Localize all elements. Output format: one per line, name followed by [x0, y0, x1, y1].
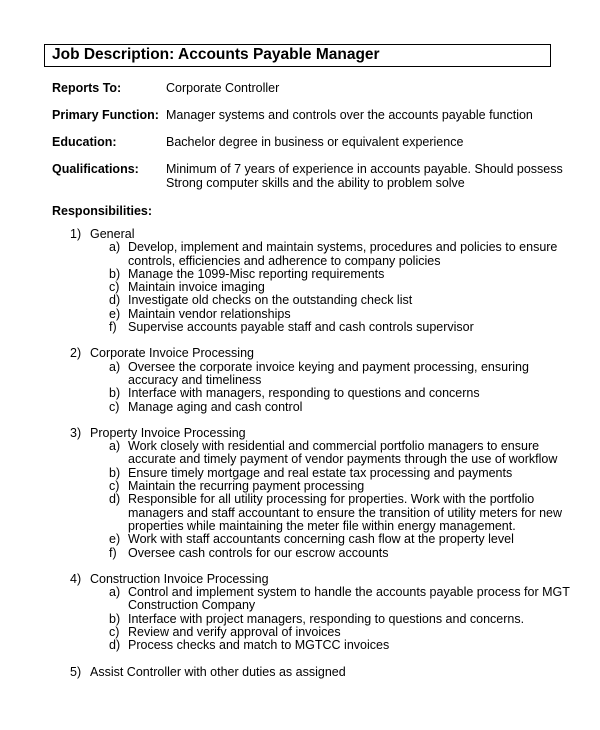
section [0, 573, 600, 653]
item-letter: b) [109, 266, 121, 281]
list-item [0, 361, 600, 388]
list-item [0, 533, 600, 546]
item-text-line: Process checks and match to MGTCC invoices [128, 638, 390, 653]
item-letter: a) [109, 585, 121, 600]
info-value-line: Strong computer skills and the ability to problem solve [166, 176, 465, 190]
info-value-line: Manager systems and controls over the accounts payable function [166, 108, 533, 122]
item-text-line: Interface with managers, responding to questions and concerns [128, 386, 480, 401]
list-item [0, 308, 600, 321]
section-number: 1) [70, 227, 82, 241]
info-value-line: Corporate Controller [166, 81, 280, 95]
section-title: General [90, 227, 135, 241]
section-heading [0, 347, 600, 360]
item-letter: a) [109, 240, 121, 255]
info-row [52, 162, 562, 190]
item-text-line: Ensure timely mortgage and real estate tax processing and payments [128, 465, 513, 480]
list-item [0, 547, 600, 560]
list-item [0, 586, 600, 613]
list-item [0, 493, 600, 533]
section [0, 228, 600, 334]
item-text-line: Investigate old checks on the outstanding check list [128, 293, 413, 308]
section-title: Construction Invoice Processing [90, 571, 269, 586]
info-value [166, 162, 562, 190]
section [0, 347, 600, 413]
responsibilities-list [0, 228, 600, 692]
item-text-line: Maintain the recurring payment processing [128, 479, 365, 494]
item-letter: c) [109, 625, 120, 640]
section-title: Corporate Invoice Processing [90, 346, 254, 361]
item-text-line: Work with staff accountants concerning cash flow at the property level [128, 532, 514, 547]
item-text-line: Oversee the corporate invoice keying and payment processing, ensuring [128, 359, 529, 374]
section [0, 427, 600, 560]
item-text-line: Manage the 1099-Misc reporting requirements [128, 266, 385, 281]
list-item [0, 387, 600, 400]
item-text-line: Construction Company [128, 598, 256, 613]
item-text-line: properties while maintaining the meter file within energy management. [128, 518, 516, 533]
list-item [0, 467, 600, 480]
section-heading [0, 427, 600, 440]
item-letter: a) [109, 359, 121, 374]
section-heading [0, 573, 600, 586]
item-text-line: Supervise accounts payable staff and cash controls supervisor [128, 320, 474, 335]
item-letter: b) [109, 386, 121, 401]
section-title: Property Invoice Processing [90, 425, 246, 440]
item-text-line: Control and implement system to handle the accounts payable process for MGT [128, 585, 570, 600]
list-item [0, 401, 600, 414]
item-letter: e) [109, 306, 121, 321]
item-letter: d) [109, 638, 121, 653]
item-letter: b) [109, 465, 121, 480]
item-text-line: Maintain vendor relationships [128, 306, 291, 321]
info-block [52, 81, 562, 203]
section-number: 4) [70, 571, 82, 586]
item-text-line: Maintain invoice imaging [128, 280, 265, 295]
info-value [166, 108, 562, 122]
list-item [0, 294, 600, 307]
item-text-line: Oversee cash controls for our escrow accounts [128, 545, 389, 560]
item-letter: d) [109, 492, 121, 507]
item-letter: f) [109, 320, 117, 335]
item-text-line: Review and verify approval of invoices [128, 625, 341, 640]
info-row [52, 81, 562, 95]
item-text-line: accurate and timely payment of vendor payments through the use of workflow [128, 452, 558, 467]
list-item [0, 440, 600, 467]
list-item [0, 480, 600, 493]
item-text-line: accuracy and timeliness [128, 372, 262, 387]
section [0, 666, 600, 679]
item-letter: d) [109, 293, 121, 308]
item-letter: c) [109, 479, 120, 494]
list-item [0, 321, 600, 334]
info-label: Reports To: [52, 81, 122, 95]
info-label: Education: [52, 135, 117, 149]
info-value-line: Bachelor degree in business or equivalent experience [166, 135, 464, 149]
info-label: Qualifications: [52, 162, 139, 176]
section-number: 2) [70, 346, 82, 361]
item-letter: c) [109, 280, 120, 295]
item-letter: c) [109, 399, 120, 414]
item-text-line: Responsible for all utility processing for properties. Work with the portfolio [128, 492, 535, 507]
list-item [0, 639, 600, 652]
list-item [0, 281, 600, 294]
info-row [52, 135, 562, 149]
section-heading [0, 228, 600, 241]
info-row [52, 108, 562, 122]
item-letter: b) [109, 611, 121, 626]
info-value [166, 135, 562, 149]
section-title: Assist Controller with other duties as assigned [90, 664, 346, 679]
responsibilities-heading: Responsibilities: [52, 204, 153, 218]
item-text-line: Manage aging and cash control [128, 399, 303, 414]
item-letter: e) [109, 532, 121, 547]
list-item [0, 268, 600, 281]
item-text-line: managers and staff accountant to ensure the transition of utility meters for new [128, 505, 563, 520]
document-title: Job Description: Accounts Payable Manager [52, 46, 380, 63]
title-box [44, 44, 551, 67]
list-item [0, 241, 600, 268]
item-text-line: Work closely with residential and commercial portfolio managers to ensure [128, 439, 540, 454]
section-heading [0, 666, 600, 679]
list-item [0, 613, 600, 626]
item-text-line: Interface with project managers, responding to questions and concerns. [128, 611, 525, 626]
item-letter: a) [109, 439, 121, 454]
list-item [0, 626, 600, 639]
info-value-line: Minimum of 7 years of experience in accounts payable. Should possess [166, 162, 563, 176]
info-value [166, 81, 562, 95]
item-text-line: Develop, implement and maintain systems, procedures and policies to ensure [128, 240, 558, 255]
section-number: 3) [70, 425, 82, 440]
item-letter: f) [109, 545, 117, 560]
info-label: Primary Function: [52, 108, 159, 122]
section-number: 5) [70, 664, 82, 679]
item-text-line: controls, efficiencies and adherence to company policies [128, 253, 441, 268]
